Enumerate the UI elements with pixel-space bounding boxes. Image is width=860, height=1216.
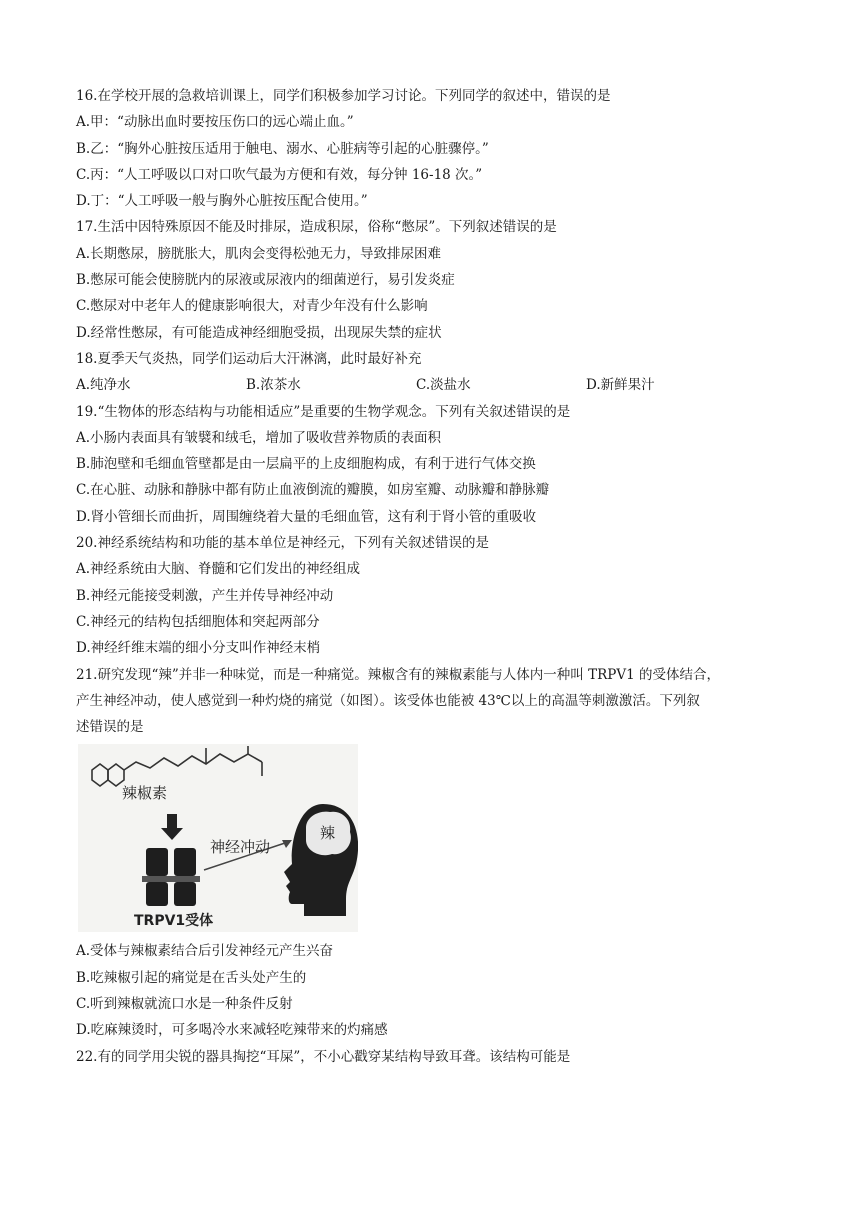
q21-option-b: B.吃辣椒引起的痛觉是在舌头处产生的 <box>76 969 307 986</box>
q19-option-a: A.小肠内表面具有皱襞和绒毛，增加了吸收营养物质的表面积 <box>76 429 442 446</box>
q17-option-a: A.长期憋尿，膀胱胀大，肌肉会变得松弛无力，导致排尿困难 <box>76 245 442 262</box>
q18-options <box>76 372 796 398</box>
q17-option-b: B.憋尿可能会使膀胱内的尿液或尿液内的细菌逆行，易引发炎症 <box>76 272 455 289</box>
q18-stem: 18.夏季天气炎热，同学们运动后大汗淋漓，此时最好补充 <box>76 350 422 367</box>
q18-option-c: C.淡盐水 <box>416 377 471 394</box>
q18-option-a: A.纯净水 <box>76 377 131 394</box>
q16-stem: 16.在学校开展的急救培训课上，同学们积极参加学习讨论。下列同学的叙述中，错误的是 <box>76 88 611 104</box>
q16-option-d: D.丁：“人工呼吸一般与胸外心脏按压配合使用。” <box>76 193 368 210</box>
q20-option-a: A.神经系统由大脑、脊髓和它们发出的神经组成 <box>76 561 361 578</box>
down-arrow-shaft <box>167 814 177 828</box>
impulse-label: 神经冲动 <box>210 838 271 857</box>
brain-label: 辣 <box>320 824 336 843</box>
q21-stem-line-3: 述错误的是 <box>76 719 144 736</box>
q19-option-b: B.肺泡壁和毛细血管壁都是由一层扁平的上皮细胞构成，有利于进行气体交换 <box>76 456 536 473</box>
q21-stem-line-1: 21.研究发现“辣”并非一种味觉，而是一种痛觉。辣椒含有的辣椒素能与人体内一种叫 TRPV1 的受体结合， <box>76 666 720 683</box>
q20-option-b: B.神经元能接受刺激，产生并传导神经冲动 <box>76 587 334 604</box>
q21-option-d: D.吃麻辣烫时，可多喝冷水来减轻吃辣带来的灼痛感 <box>76 1022 388 1039</box>
q21-option-c: C.听到辣椒就流口水是一种条件反射 <box>76 996 293 1013</box>
receptor-label: TRPV1受体 <box>134 913 214 930</box>
capsaicin-label: 辣椒素 <box>122 784 168 803</box>
q17-option-d: D.经常性憋尿，有可能造成神经细胞受损，出现尿失禁的症状 <box>76 324 442 341</box>
q21-option-a: A.受体与辣椒素结合后引发神经元产生兴奋 <box>76 943 334 960</box>
q19-option-c: C.在心脏、动脉和静脉中都有防止血液倒流的瓣膜，如房室瓣、动脉瓣和静脉瓣 <box>76 482 550 499</box>
question-list <box>76 83 796 1070</box>
q18-option-d: D.新鲜果汁 <box>586 377 655 394</box>
q21-stem-line-2: 产生神经冲动，使人感觉到一种灼烧的痛觉（如图）。该受体也能被 43℃以上的高温等刺激激活。下列叙 <box>76 692 700 709</box>
q18-option-b: B.浓茶水 <box>246 377 301 394</box>
q20-option-d: D.神经纤维末端的细小分支叫作神经末梢 <box>76 640 321 657</box>
q16-option-a: A.甲：“动脉出血时要按压伤口的远心端止血。” <box>76 114 354 131</box>
q17-option-c: C.憋尿对中老年人的健康影响很大，对青少年没有什么影响 <box>76 298 428 315</box>
capsaicin-receptor-figure <box>78 744 358 932</box>
q19-stem: 19.“生物体的形态结构与功能相适应”是重要的生物学观念。下列有关叙述错误的是 <box>76 403 571 420</box>
q19-option-d: D.肾小管细长而曲折，周围缠绕着大量的毛细血管，这有利于肾小管的重吸收 <box>76 508 537 525</box>
q16-option-c: C.丙：“人工呼吸以口对口吹气最为方便和有效，每分钟 16-18 次。” <box>76 166 483 183</box>
q20-stem: 20.神经系统结构和功能的基本单位是神经元，下列有关叙述错误的是 <box>76 535 489 552</box>
q22-stem: 22.有的同学用尖锐的器具掏挖“耳屎”，不小心戳穿某结构导致耳聋。该结构可能是 <box>76 1048 571 1065</box>
q17-stem: 17.生活中因特殊原因不能及时排尿，造成积尿，俗称“憋尿”。下列叙述错误的是 <box>76 219 557 236</box>
q20-option-c: C.神经元的结构包括细胞体和突起两部分 <box>76 613 320 630</box>
q16-option-b: B.乙：“胸外心脏按压适用于触电、溺水、心脏病等引起的心脏骤停。” <box>76 140 489 157</box>
